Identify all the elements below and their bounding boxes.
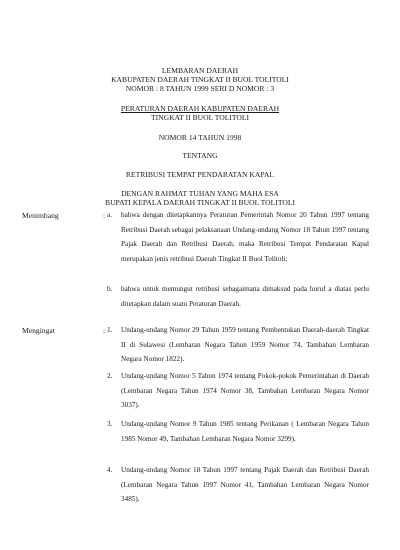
item-text: bahwa dengan ditetapkannya Peraturan Pemerintah Nomor 20 Tahun 1997 tentang Retribusi Daerah sebagai pelaksanaan Undang-undang Nomor 18 Tahun 1997 tentang Pajak Daerah dan Retribusi Daerah, maka Retribusi Tempat Pendaratan Kapal merupakan jenis retribusi Daerah Tingkat II Buol Tolitoli; xyxy=(121,211,369,263)
regulation-title-line2: TINGKAT II BUOL TOLITOLI xyxy=(150,113,250,122)
menimbang-colon: : xyxy=(103,211,106,220)
item-text: Undang-undang Nomor 18 Tahun 1997 tentang Pajak Daerah dan Retribusi Daerah (Lembaran Negara Tahun 1997 Nomor 41, Tambahan Lembaran Negara Nomor 3485). xyxy=(121,466,369,504)
item-text: bahwa untuk memungut retribusi sebagaimana dimaksud pada huruf a diatas perlu ditetapkan dalam suatu Peraturan Daerah. xyxy=(121,285,369,308)
mengingat-item-3 xyxy=(107,417,369,446)
mengingat-colon: : xyxy=(103,326,106,335)
item-marker: b. xyxy=(107,285,113,293)
menimbang-label: Menimbang xyxy=(22,211,59,220)
mengingat-label: Mengingat xyxy=(22,326,55,335)
blessing-line1: DENGAN RAHMAT TUHAN YANG MAHA ESA xyxy=(121,189,279,198)
item-marker: 2. xyxy=(107,372,113,380)
item-marker: a. xyxy=(107,211,112,219)
item-text: Undang-undang Nomor 29 Tahun 1959 tentang Pembentukan Daerah-daerah Tingkat II di Sulawesi (Lembaran Negara Tahun 1959 Nomor 74, Tambahan Lembaran Negara Nomor 1822). xyxy=(121,326,369,364)
item-marker: 4. xyxy=(107,466,113,474)
regulation-subject: RETRIBUSI TEMPAT PENDARATAN KAPAL xyxy=(125,170,275,179)
mengingat-item-1 xyxy=(107,323,369,367)
item-marker: 3. xyxy=(107,420,113,428)
blessing-line2: BUPATI KEPALA DAERAH TINGKAT II BUOL TOLITOLI xyxy=(105,198,295,207)
regulation-title-line1: PERATURAN DAERAH KABUPATEN DAERAH xyxy=(120,104,280,113)
item-text: Undang-undang Nomor 5 Tahun 1974 tentang Pokok-pokok Pemerintahan di Daerah (Lembaran Negara Tahun 1974 Nomor 38, Tambahan Lembaran Negara Nomor 3037). xyxy=(121,372,369,410)
menimbang-item-b xyxy=(107,282,369,311)
mengingat-item-2 xyxy=(107,369,369,413)
menimbang-item-a xyxy=(107,208,369,266)
header-lembaran: LEMBARAN DAERAH xyxy=(161,66,239,75)
header-nomor: NOMOR : 8 TAHUN 1999 SERI D NOMOR : 3 xyxy=(125,84,275,93)
header-kabupaten: KABUPATEN DAERAH TINGKAT II BUOL TOLITOLI xyxy=(111,75,289,84)
mengingat-item-4 xyxy=(107,463,369,507)
regulation-number: NOMOR 14 TAHUN 1998 xyxy=(158,133,242,142)
item-text: Undang-undang Nomor 9 Tahun 1985 tentang Perikanan ( Lembaran Negara Tahun 1985 Nomor 49, Tambahan Lembaran Negara Nomor 3299). xyxy=(121,420,369,443)
regulation-tentang: TENTANG xyxy=(182,151,218,160)
item-marker: 1. xyxy=(107,326,113,334)
